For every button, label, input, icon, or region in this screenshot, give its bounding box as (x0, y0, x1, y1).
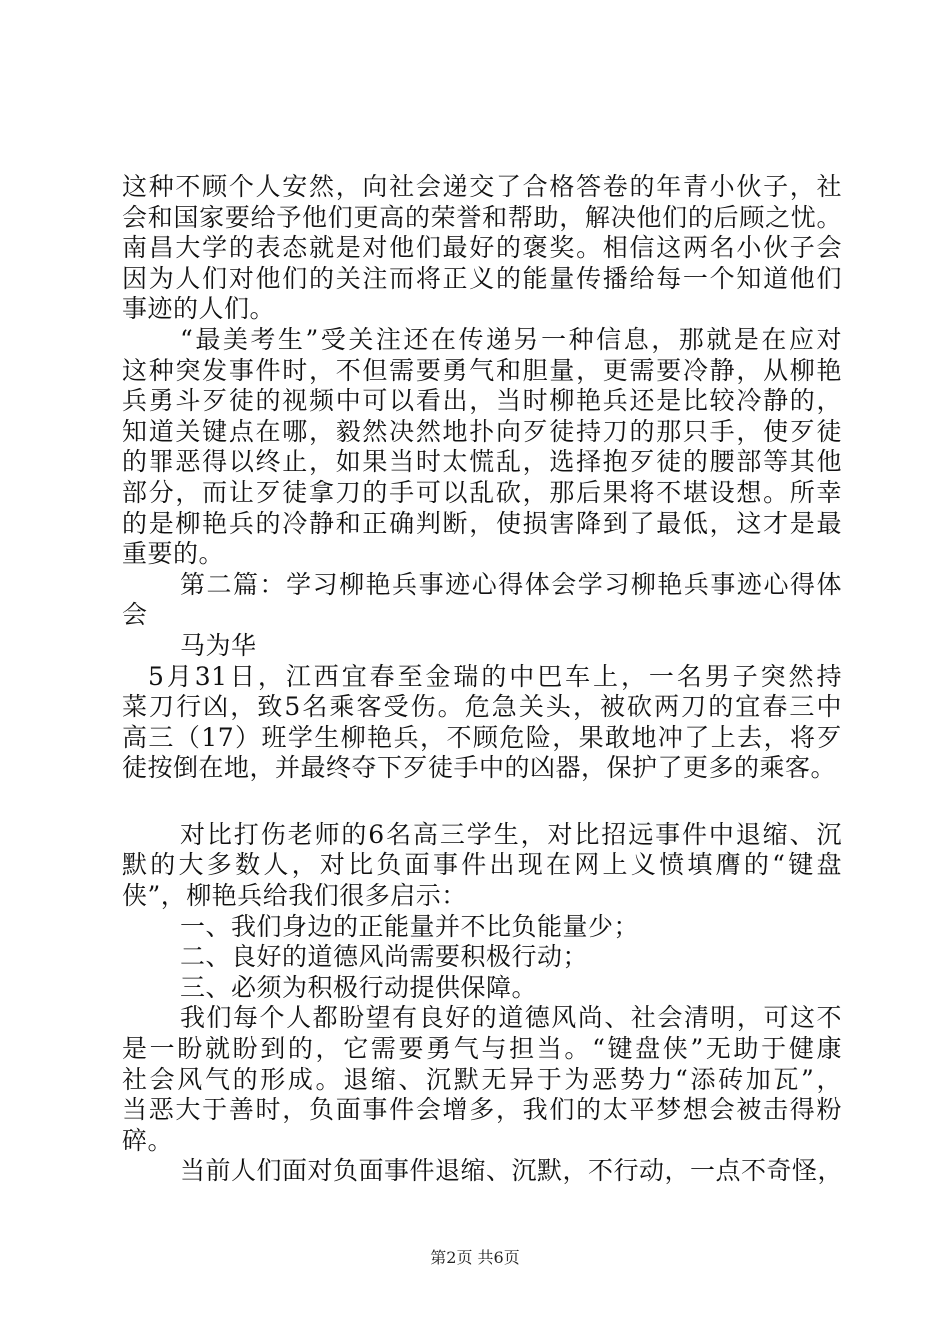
page-number: 第2页 共6页 (430, 1248, 520, 1267)
text-line: 南昌大学的表态就是对他们最好的褒奖。相信这两名小伙子会 (122, 233, 842, 263)
list-item: 一、我们身边的正能量并不比负能量少； (180, 911, 640, 941)
paragraph-1 (122, 172, 842, 325)
paragraph-5 (122, 1003, 842, 1156)
heading-line: 第二篇：学习柳艳兵事迹心得体会学习柳艳兵事迹心得体 (180, 569, 842, 599)
list-item: 二、良好的道德风尚需要积极行动； (180, 942, 589, 972)
enumerated-list (122, 912, 842, 1004)
text-line: 侠”，柳艳兵给我们很多启示： (122, 881, 467, 911)
text-line: 当恶大于善时，负面事件会增多，我们的太平梦想会被击得粉 (122, 1095, 842, 1125)
text-line: 会和国家要给予他们更高的荣誉和帮助，解决他们的后顾之忧。 (122, 202, 842, 232)
document-body (122, 172, 842, 1187)
text-line: 是一盼就盼到的，它需要勇气与担当。“键盘侠”无助于健康 (122, 1034, 842, 1064)
text-line: 这种不顾个人安然，向社会递交了合格答卷的年青小伙子，社 (122, 172, 842, 201)
text-line: 碎。 (122, 1125, 174, 1155)
blank-gap (122, 784, 842, 820)
paragraph-4 (122, 820, 842, 912)
text-line: 的是柳艳兵的冷静和正确判断，使损害降到了最低，这才是最 (122, 508, 842, 538)
paragraph-3 (122, 662, 842, 784)
text-line: 我们每个人都盼望有良好的道德风尚、社会清明，可这不 (180, 1003, 842, 1033)
text-line: 知道关键点在哪，毅然决然地扑向歹徒持刀的那只手，使歹徒 (122, 416, 842, 446)
text-line: 默的大多数人，对比负面事件出现在网上义愤填膺的“键盘 (122, 850, 842, 880)
text-line: 菜刀行凶，致5名乘客受伤。危急关头，被砍两刀的宜春三中 (122, 692, 842, 722)
text-line: 部分，而让歹徒拿刀的手可以乱砍，那后果将不堪设想。所幸 (122, 477, 842, 507)
page-footer (0, 1245, 950, 1268)
section-heading (122, 570, 842, 631)
text-line: 事迹的人们。 (122, 294, 276, 324)
heading-line: 会 (122, 600, 148, 630)
paragraph-6 (122, 1156, 842, 1187)
text-line: 的罪恶得以终止，如果当时太慌乱，选择抱歹徒的腰部等其他 (122, 447, 842, 477)
text-line: 因为人们对他们的关注而将正义的能量传播给每一个知道他们 (122, 263, 842, 293)
text-line: “最美考生”受关注还在传递另一种信息，那就是在应对 (180, 324, 842, 354)
text-line: 这种突发事件时，不但需要勇气和胆量，更需要冷静，从柳艳 (122, 355, 842, 385)
list-item: 三、必须为积极行动提供保障。 (180, 972, 538, 1002)
text-line: 重要的。 (122, 539, 225, 569)
author-name: 马为华 (180, 630, 257, 660)
text-line: 高三（17）班学生柳艳兵，不顾危险，果敢地冲了上去，将歹 (122, 722, 842, 752)
paragraph-2 (122, 325, 842, 570)
text-line: 徒按倒在地，并最终夺下歹徒手中的凶器，保护了更多的乘客。 (122, 753, 837, 783)
text-line: 社会风气的形成。退缩、沉默无异于为恶势力“添砖加瓦”， (122, 1064, 842, 1094)
author-line (122, 631, 842, 662)
text-line: 兵勇斗歹徒的视频中可以看出，当时柳艳兵还是比较冷静的， (122, 386, 842, 416)
text-line: 对比打伤老师的6名高三学生，对比招远事件中退缩、沉 (180, 819, 842, 849)
text-line: 5月31日，江西宜春至金瑞的中巴车上，一名男子突然持 (148, 661, 842, 691)
text-line: 当前人们面对负面事件退缩、沉默，不行动，一点不奇怪， (180, 1156, 844, 1186)
